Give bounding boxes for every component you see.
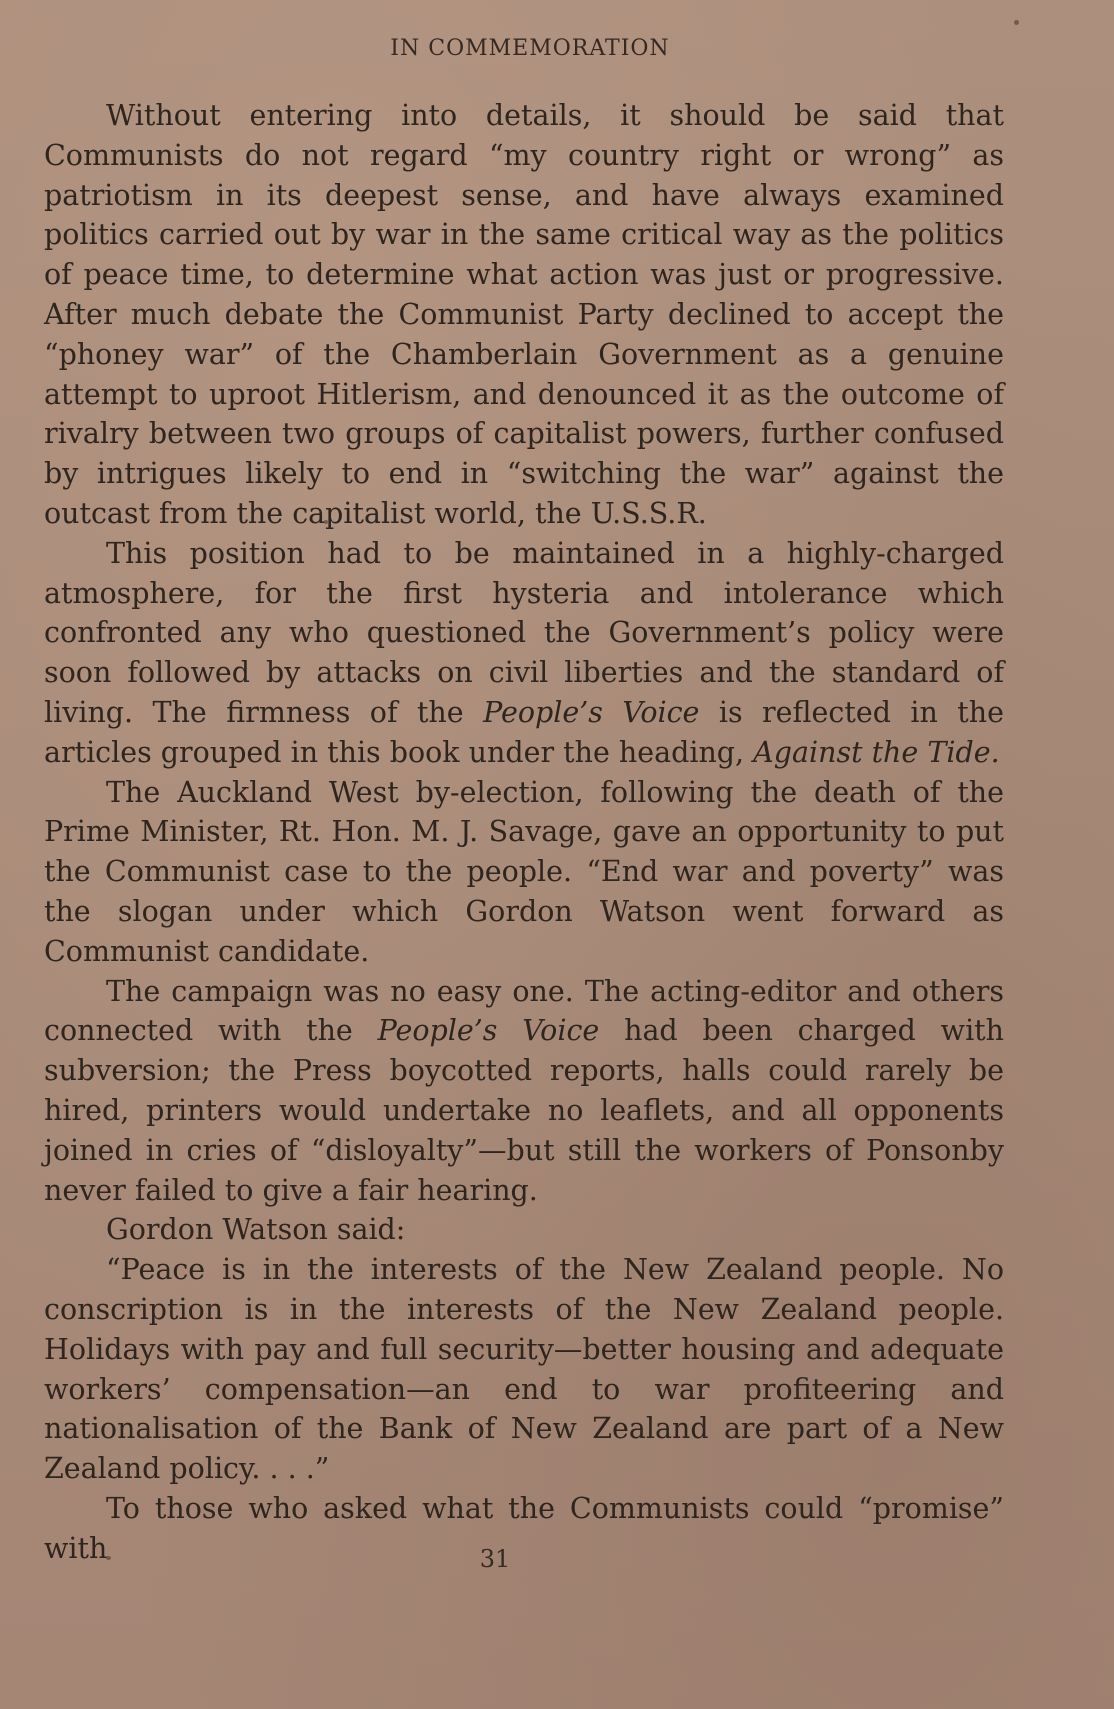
paragraph-closing: To those who asked what the Communists could “promise” with — [44, 1491, 1004, 1565]
paragraph-intro: Without entering into details, it should be said that Communists do not regard “my country right or wrong” as patriotism in its deepest sense, and have always examined politics carried out by war in the same critical way as the politics of peace time, to determine what action was just or progressive. After much debate the Communist Party declined to accept the “phoney war” of the Chamberlain Government as a genuine attempt to uproot Hitlerism, and denounced it as the outcome of rivalry between two groups of capitalist powers, further confused by intrigues likely to end in “switching the war” against the outcast from the capitalist world, the U.S.S.R. — [44, 99, 1004, 530]
publication-title: People’s Voice — [377, 1014, 600, 1048]
paragraph-quote: “Peace is in the interests of the New Zealand people. No conscription is in the interests of the New Zealand people. Holidays with pay and full security—better housing and adequate workers’ compensation—an end to war profiteering and nationalisation of the Bank of New Zealand are part of a New Zealand policy. . . .” — [44, 1253, 1004, 1486]
page-number: 31 — [479, 1545, 511, 1573]
paragraph-said: Gordon Watson said: — [106, 1213, 406, 1247]
paragraph-position: This position had to be maintained in a highly-charged atmosphere, for the first hysteria and intolerance which confronted any who questioned the Government’s policy were soon followed by attacks on civil liberties and the standard of living. The firmness of the People’s Voice is reflected in the articles grouped in this book under the heading, Against the Tide. — [44, 536, 1004, 769]
publication-title: People’s Voice — [483, 695, 700, 729]
paper-speck — [1014, 20, 1019, 25]
paragraph-campaign: The campaign was no easy one. The acting-editor and others connected with the People’s Voice had been charged with subversion; the Press boycotted reports, halls could rarely be hired, printers would undertake no leaflets, and all opponents joined in cries of “disloyalty”—but still the workers of Ponsonby never failed to give a fair hearing. — [44, 974, 1004, 1207]
section-heading-reference: Against the Tide. — [753, 735, 1000, 769]
paragraph-by-election: The Auckland West by-election, following the death of the Prime Minister, Rt. Hon. M. J. Savage, gave an opportunity to put the Communist case to the people. “End war and poverty” was the slogan under which Gordon Watson went forward as Communist candidate. — [44, 775, 1004, 968]
body-text — [44, 96, 1004, 1568]
running-head: IN COMMEMORATION — [390, 36, 670, 61]
